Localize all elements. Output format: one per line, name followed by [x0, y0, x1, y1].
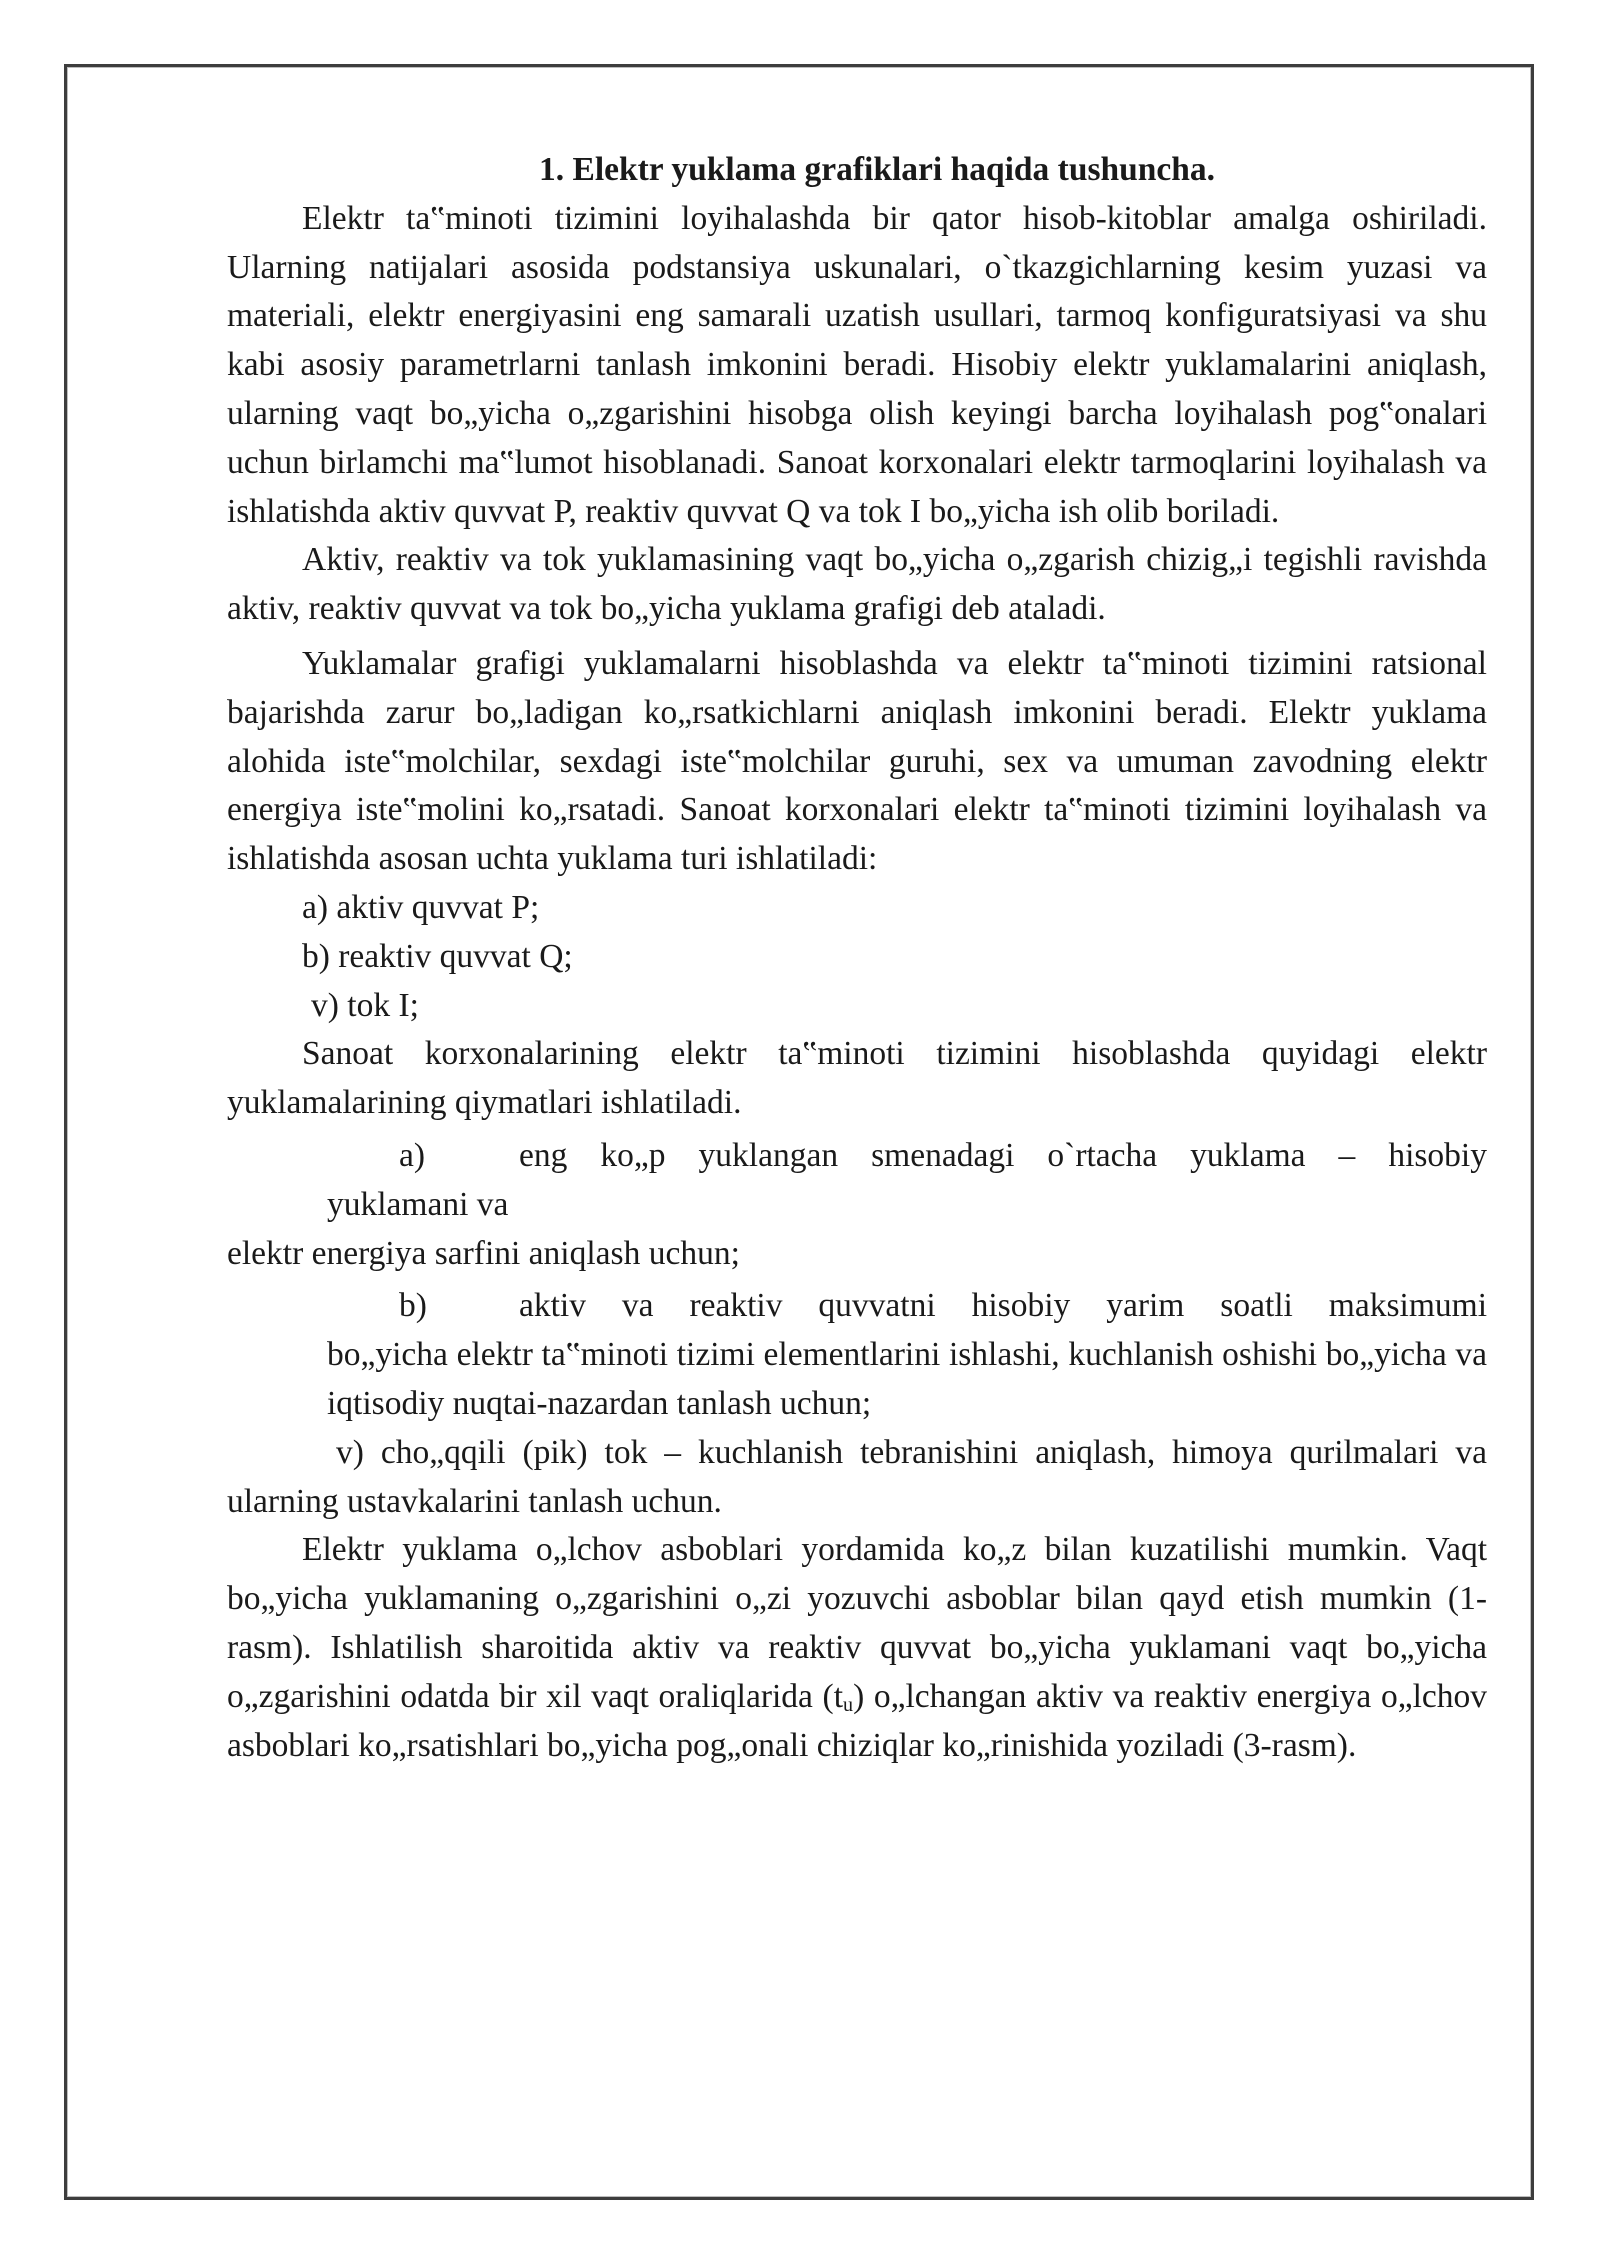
- list-item: v) cho„qqili (pik) tok – kuchlanish tebranishini aniqlash, himoya qurilmalari va ularning ustavkalarini tanlash uchun.: [227, 1433, 1487, 1520]
- list-item: [227, 1132, 1487, 1230]
- list-text-continuation: yuklamani va: [327, 1185, 509, 1223]
- list-text-continuation: bo„yicha elektr ta‟minoti tizimi elementlarini ishlashi, kuchlanish oshishi bo„yicha va iqtisodiy nuqtai-nazardan tanlash uchun;: [327, 1336, 1487, 1422]
- section-title: 1. Elektr yuklama grafiklari haqida tushuncha.: [538, 151, 1216, 188]
- list-text: eng ko„p yuklangan smenadagi o`rtacha yuklama – hisobiy: [519, 1136, 1487, 1174]
- list-item: [227, 884, 1487, 933]
- list-marker: a): [399, 1136, 426, 1174]
- paragraph-measurement: Elektr yuklama o„lchov asboblari yordamida ko„z bilan kuzatilishi mumkin. Vaqt bo„yicha yuklamaning o„zgarishini o„zi yozuvchi asboblar bilan qayd etish mumkin (1-rasm). Ishlatilish sharoitida aktiv va reaktiv quvvat bo„yicha yuklamani vaqt bo„yicha o„zgarishini odatda bir xil vaqt oraliqlarida $(t_u)$ o„lchangan aktiv va reaktiv energiya o„lchov asboblari ko„rsatishlari bo„yicha pog„onali chiziqlar ko„rinishida yoziladi (3-rasm).: [227, 1531, 1487, 1764]
- list-marker: v): [311, 986, 339, 1024]
- list-text: aktiv va reaktiv quvvatni hisobiy yarim soatli maksimumi: [519, 1287, 1487, 1325]
- list-text: reaktiv quvvat Q;: [338, 937, 573, 975]
- paragraph-graph-definition: Aktiv, reaktiv va tok yuklamasining vaqt bo„yicha o„zgarish chizig„i tegishli ravishda aktiv, reaktiv quvvat va tok bo„yicha yuklama grafigi deb ataladi.: [227, 541, 1487, 628]
- paragraph-load-values: Sanoat korxonalarining elektr ta‟minoti tizimini hisoblashda quyidagi elektr yuklamalarining qiymatlari ishlatiladi.: [227, 1035, 1487, 1122]
- paragraph-intro: Elektr ta‟minoti tizimini loyihalashda bir qator hisob-kitoblar amalga oshiriladi. Ularning natijalari asosida podstansiya uskunalari, o`tkazgichlarning kesim yuzasi va materiali, elektr energiyasini eng samarali uzatish usullari, tarmoq konfiguratsiyasi va shu kabi asosiy parametrlarni tanlash imkonini beradi. Hisobiy elektr yuklamalarini aniqlash, ularning vaqt bo„yicha o„zgarishini hisobga olish keyingi barcha loyihalash pog‟onalari uchun birlamchi ma‟lumot hisoblanadi. Sanoat korxonalari elektr tarmoqlarini loyihalash va ishlatishda aktiv quvvat P, reaktiv quvvat Q va tok I bo„yicha ish olib boriladi.: [227, 199, 1487, 530]
- list-item: [227, 1282, 1487, 1428]
- list-text: aktiv quvvat P;: [336, 888, 540, 926]
- list-text-continuation: elektr energiya sarfini aniqlash uchun;: [227, 1234, 740, 1272]
- document-body: [227, 146, 1487, 1770]
- list-item: [227, 982, 1487, 1031]
- list-marker: b): [399, 1287, 427, 1325]
- list-text: tok I;: [347, 986, 419, 1024]
- list-marker: b): [302, 937, 330, 975]
- load-types-list: [227, 884, 1487, 1030]
- list-marker: a): [302, 888, 329, 926]
- paragraph-graph-purpose: Yuklamalar grafigi yuklamalarni hisoblashda va elektr ta‟minoti tizimini ratsional bajarishda zarur bo„ladigan ko„rsatkichlarni aniqlash imkonini beradi. Elektr yuklama alohida iste‟molchilar, sexdagi iste‟molchilar guruhi, sex va umuman zavodning elektr energiya iste‟molini ko„rsatadi. Sanoat korxonalari elektr ta‟minoti tizimini loyihalash va ishlatishda asosan uchta yuklama turi ishlatiladi:: [227, 644, 1487, 878]
- list-item: [227, 933, 1487, 982]
- load-values-list: [227, 1132, 1487, 1526]
- subscript-u: u: [843, 1693, 854, 1716]
